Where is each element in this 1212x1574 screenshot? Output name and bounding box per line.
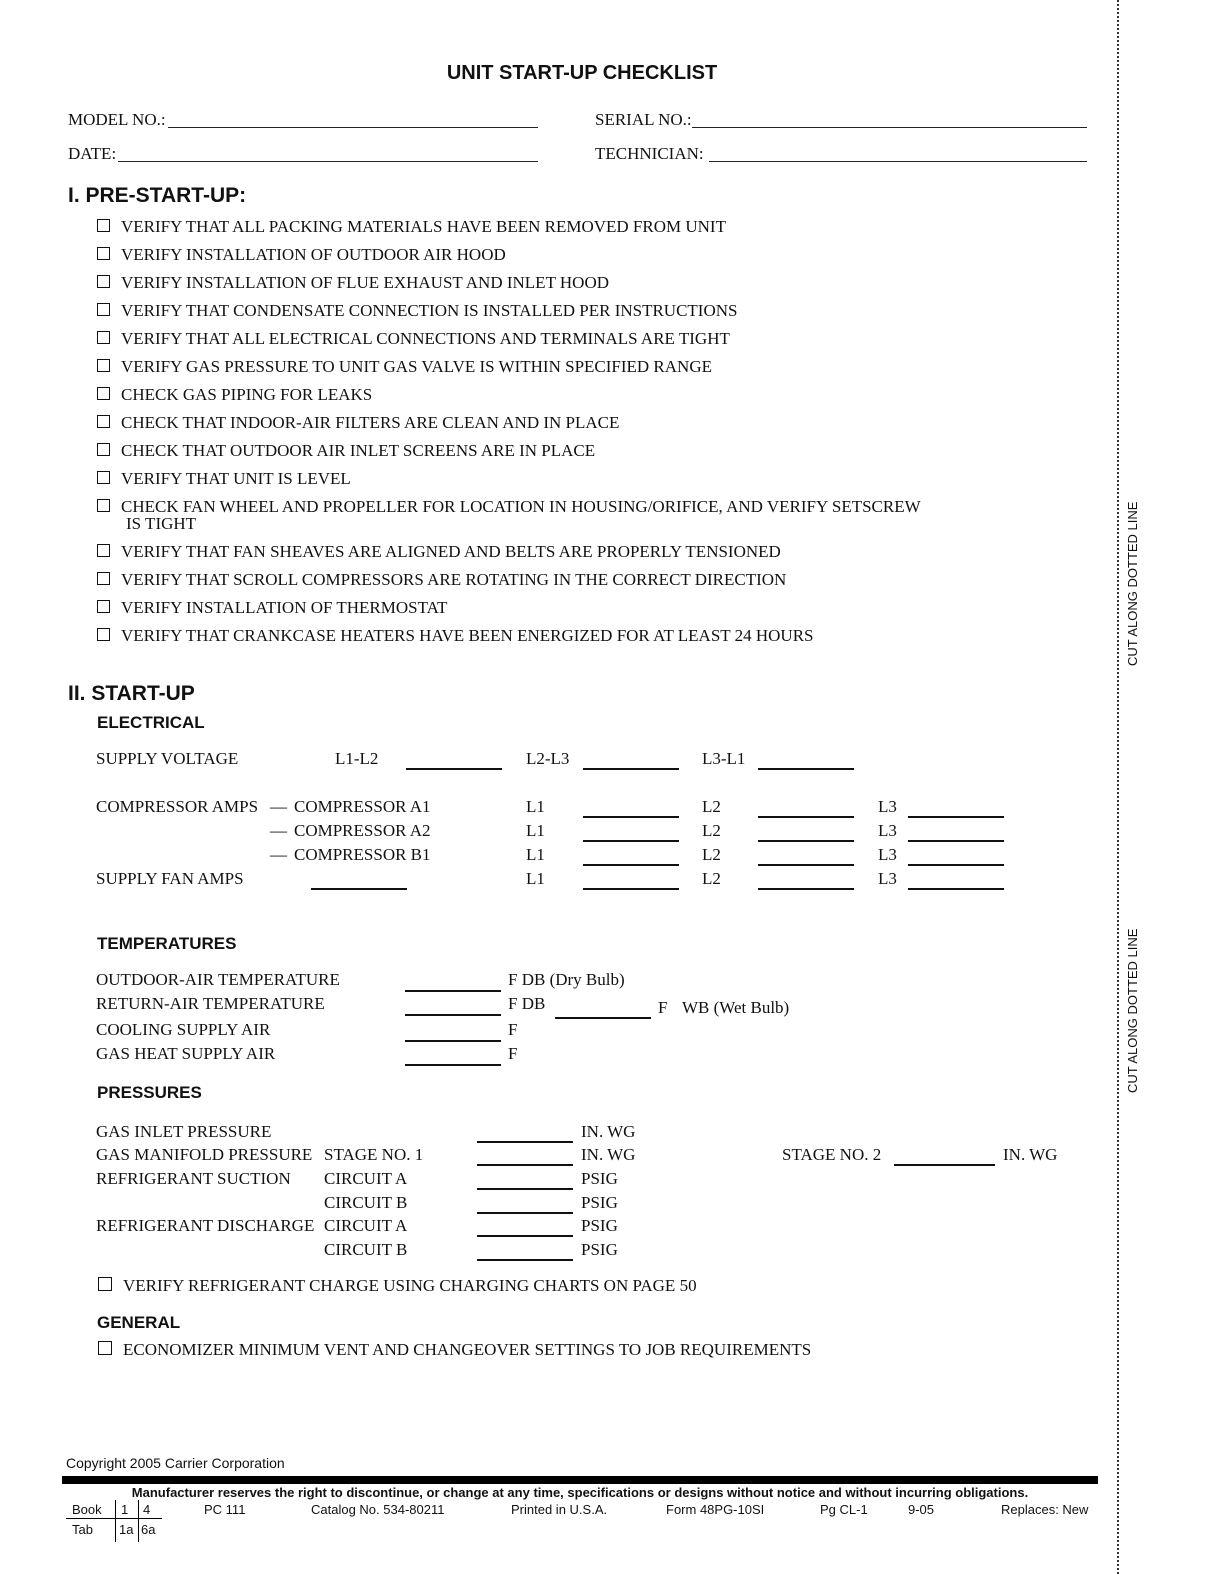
f-unit: F [508,1020,518,1039]
l3-label: L3 [878,797,897,816]
circuit-a-label: CIRCUIT A [324,1169,408,1188]
outdoor-temp-field[interactable] [405,990,501,992]
checkbox[interactable] [98,1277,112,1291]
cooling-supply-field[interactable] [405,1040,501,1042]
psig-unit: PSIG [581,1193,618,1212]
book-value-1: 1 [121,1502,129,1517]
gas-inlet-label: GAS INLET PRESSURE [96,1122,272,1141]
supply-fan-amps-label: SUPPLY FAN AMPS [96,869,244,888]
fan-l1-field[interactable] [583,888,679,890]
checkbox[interactable] [97,275,110,288]
stage1-label: STAGE NO. 1 [324,1145,424,1164]
suction-b-field[interactable] [477,1212,573,1214]
cut-label-upper: CUT ALONG DOTTED LINE [1125,501,1140,666]
a1-l3-field[interactable] [908,816,1004,818]
checklist-item[interactable]: VERIFY THAT FAN SHEAVES ARE ALIGNED AND BELTS ARE PROPERLY TENSIONED [97,542,781,562]
l3l1-field[interactable] [758,768,854,770]
pressures-heading: PRESSURES [97,1083,202,1102]
checkbox[interactable] [97,572,110,585]
discharge-a-field[interactable] [477,1235,573,1237]
book-label: Book [72,1502,102,1517]
serial-label: SERIAL NO.: [595,110,692,129]
l1-label: L1 [526,845,545,864]
compressor-a2-label: COMPRESSOR A2 [294,821,431,840]
l1l2-field[interactable] [406,768,502,770]
printed-in: Printed in U.S.A. [511,1502,608,1517]
verify-charge-item[interactable]: VERIFY REFRIGERANT CHARGE USING CHARGING CHARTS ON PAGE 50 [98,1276,697,1296]
book-tab-divider [138,1500,139,1542]
psig-unit: PSIG [581,1169,618,1188]
fan-l2-field[interactable] [758,888,854,890]
circuit-b-label: CIRCUIT B [324,1193,408,1212]
l2l3-field[interactable] [583,768,679,770]
fdb-dry-label: F DB (Dry Bulb) [508,970,625,989]
l1l2-label: L1-L2 [335,749,379,768]
stage2-label: STAGE NO. 2 [782,1145,882,1164]
b1-l2-field[interactable] [758,864,854,866]
book-tab-divider [66,1518,162,1519]
return-wb-field[interactable] [555,1017,651,1019]
return-temp-label: RETURN-AIR TEMPERATURE [96,994,325,1013]
l3-label: L3 [878,821,897,840]
gasheat-supply-field[interactable] [405,1064,501,1066]
checkbox[interactable] [98,1341,112,1355]
footer-rule [62,1476,1098,1484]
fan-l3-field[interactable] [908,888,1004,890]
checkbox[interactable] [97,387,110,400]
inwg-unit: IN. WG [581,1145,636,1164]
checkbox[interactable] [97,628,110,641]
return-temp-field[interactable] [405,1014,501,1016]
checklist-item[interactable]: VERIFY GAS PRESSURE TO UNIT GAS VALVE IS WITHIN SPECIFIED RANGE [97,357,712,377]
l2-label: L2 [702,845,721,864]
dash: — [270,821,287,840]
checklist-item[interactable]: VERIFY INSTALLATION OF OUTDOOR AIR HOOD [97,245,506,265]
checkbox[interactable] [97,359,110,372]
l2l3-label: L2-L3 [526,749,570,768]
l2-label: L2 [702,797,721,816]
technician-field[interactable] [709,161,1087,162]
l1-label: L1 [526,869,545,888]
checklist-item[interactable]: CHECK THAT INDOOR-AIR FILTERS ARE CLEAN AND IN PLACE [97,413,619,433]
suction-a-field[interactable] [477,1188,573,1190]
cut-dotted-line [1117,0,1119,1574]
form-number: Form 48PG-10SI [666,1502,765,1517]
checklist-item[interactable]: VERIFY THAT CRANKCASE HEATERS HAVE BEEN ENERGIZED FOR AT LEAST 24 HOURS [97,626,814,646]
checkbox[interactable] [97,415,110,428]
l1-label: L1 [526,797,545,816]
checklist-item[interactable]: CHECK THAT OUTDOOR AIR INLET SCREENS ARE IN PLACE [97,441,595,461]
fdb-label: F DB [508,994,546,1013]
f-unit: F [658,998,668,1017]
model-field[interactable] [168,127,538,128]
checklist-item[interactable]: CHECK FAN WHEEL AND PROPELLER FOR LOCATION IN HOUSING/ORIFICE, AND VERIFY SETSCREW [97,497,921,517]
checklist-item[interactable]: VERIFY INSTALLATION OF THERMOSTAT [97,598,447,618]
checkbox[interactable] [97,247,110,260]
circuit-a-label: CIRCUIT A [324,1216,408,1235]
checklist-item[interactable]: CHECK GAS PIPING FOR LEAKS [97,385,372,405]
checkbox[interactable] [97,331,110,344]
gas-inlet-field[interactable] [477,1141,573,1143]
f-unit: F [508,1044,518,1063]
discharge-b-field[interactable] [477,1259,573,1261]
stage2-field[interactable] [894,1164,995,1166]
ref-discharge-label: REFRIGERANT DISCHARGE [96,1216,315,1235]
checkbox[interactable] [97,219,110,232]
tab-label: Tab [72,1522,93,1537]
checkbox[interactable] [97,600,110,613]
general-heading: GENERAL [97,1313,181,1332]
l1-label: L1 [526,821,545,840]
compressor-a1-label: COMPRESSOR A1 [294,797,431,816]
book-tab-divider [115,1500,116,1542]
a2-l3-field[interactable] [908,840,1004,842]
gasheat-supply-label: GAS HEAT SUPPLY AIR [96,1044,276,1063]
l2-label: L2 [702,821,721,840]
serial-field[interactable] [692,127,1087,128]
compressor-amps-label: COMPRESSOR AMPS [96,797,259,816]
checkbox[interactable] [97,499,110,512]
cut-label-lower: CUT ALONG DOTTED LINE [1125,928,1140,1093]
replaces: Replaces: New [1001,1502,1089,1517]
supply-fan-amps-field[interactable] [311,888,407,890]
book-value-2: 4 [143,1502,151,1517]
page-title: UNIT START-UP CHECKLIST [446,62,718,84]
print-date: 9-05 [908,1502,935,1517]
disclaimer: Manufacturer reserves the right to discontinue, or change at any time, specifications or designs without notice and without incurring obligations. [131,1485,1029,1500]
wb-label: WB (Wet Bulb) [682,998,790,1017]
date-label: DATE: [68,144,117,163]
supply-voltage-label: SUPPLY VOLTAGE [96,749,239,768]
temperatures-heading: TEMPERATURES [97,934,237,953]
cooling-supply-label: COOLING SUPPLY AIR [96,1020,271,1039]
electrical-heading: ELECTRICAL [97,713,205,732]
gas-manifold-label: GAS MANIFOLD PRESSURE [96,1145,313,1164]
checklist-item[interactable]: VERIFY THAT ALL ELECTRICAL CONNECTIONS AND TERMINALS ARE TIGHT [97,329,730,349]
a2-l1-field[interactable] [583,840,679,842]
startup-heading: II. START-UP [68,682,195,705]
inwg-unit: IN. WG [581,1122,636,1141]
stage1-field[interactable] [477,1164,573,1166]
ref-suction-label: REFRIGERANT SUCTION [96,1169,291,1188]
technician-label: TECHNICIAN: [595,144,704,163]
checklist-item[interactable]: VERIFY INSTALLATION OF FLUE EXHAUST AND INLET HOOD [97,273,609,293]
checklist-item[interactable]: VERIFY THAT CONDENSATE CONNECTION IS INSTALLED PER INSTRUCTIONS [97,301,737,321]
checklist-item[interactable]: VERIFY THAT UNIT IS LEVEL [97,469,351,489]
checkbox[interactable] [97,471,110,484]
checklist-item[interactable]: VERIFY THAT SCROLL COMPRESSORS ARE ROTATING IN THE CORRECT DIRECTION [97,570,786,590]
copyright: Copyright 2005 Carrier Corporation [66,1455,285,1471]
prestartup-heading: I. PRE-START-UP: [68,184,247,207]
model-label: MODEL NO.: [68,110,166,129]
checkbox[interactable] [97,303,110,316]
psig-unit: PSIG [581,1216,618,1235]
checkbox[interactable] [97,443,110,456]
a1-l2-field[interactable] [758,816,854,818]
b1-l1-field[interactable] [583,864,679,866]
psig-unit: PSIG [581,1240,618,1259]
dash: — [270,845,287,864]
compressor-b1-label: COMPRESSOR B1 [294,845,431,864]
l3l1-label: L3-L1 [702,749,746,768]
l3-label: L3 [878,869,897,888]
date-field[interactable] [118,161,538,162]
dash: — [270,797,287,816]
l2-label: L2 [702,869,721,888]
l3-label: L3 [878,845,897,864]
a1-l1-field[interactable] [583,816,679,818]
tab-value-1: 1a [119,1522,134,1537]
page-number: Pg CL-1 [820,1502,868,1517]
a2-l2-field[interactable] [758,840,854,842]
checkbox[interactable] [97,544,110,557]
circuit-b-label: CIRCUIT B [324,1240,408,1259]
inwg-unit: IN. WG [1003,1145,1058,1164]
checklist-item-continuation: IS TIGHT [126,514,197,533]
checklist-item[interactable]: VERIFY THAT ALL PACKING MATERIALS HAVE BEEN REMOVED FROM UNIT [97,217,726,237]
economizer-item[interactable]: ECONOMIZER MINIMUM VENT AND CHANGEOVER SETTINGS TO JOB REQUIREMENTS [98,1340,811,1360]
pc-number: PC 111 [204,1502,246,1517]
outdoor-temp-label: OUTDOOR-AIR TEMPERATURE [96,970,340,989]
b1-l3-field[interactable] [908,864,1004,866]
tab-value-2: 6a [141,1522,156,1537]
catalog-number: Catalog No. 534-80211 [311,1502,445,1517]
